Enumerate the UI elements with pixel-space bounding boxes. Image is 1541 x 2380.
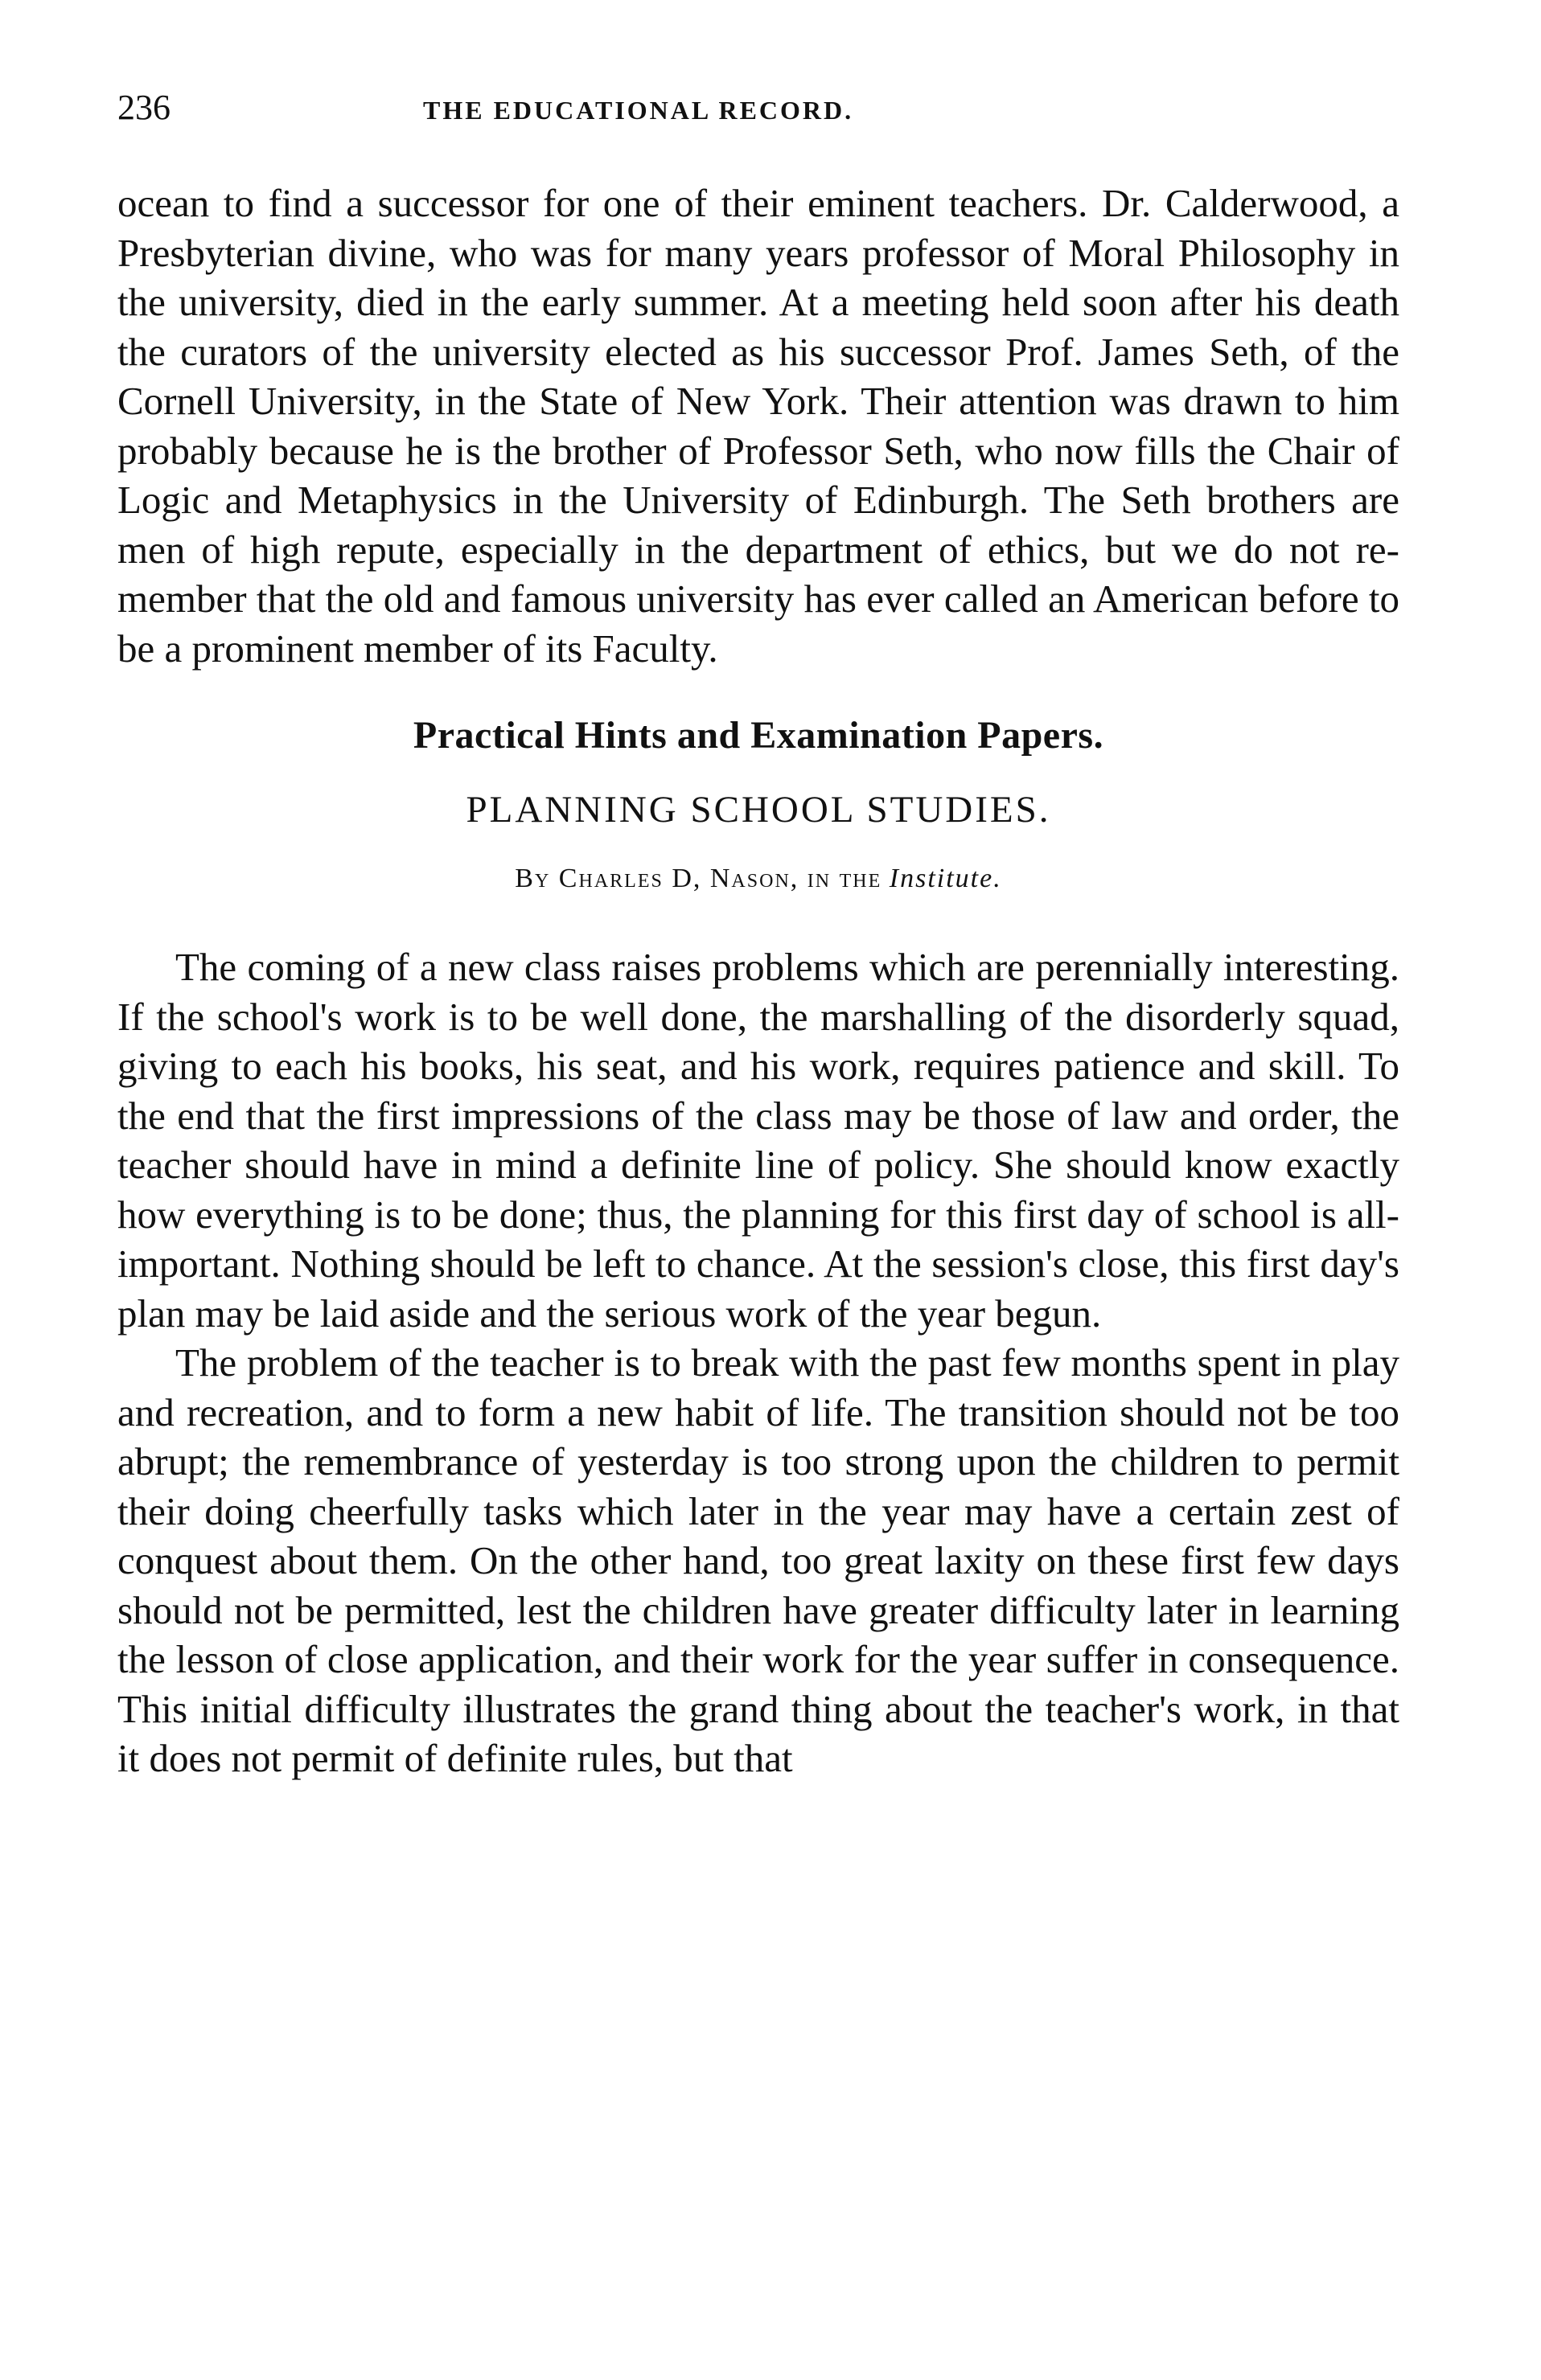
body-paragraph: The coming of a new class raises problems which are perennially interesting. If the school's work is to be well done, the marshalling of the disorderly squad, giving to each his books, his seat, and his work, requires patience and skill. To the end that the first impressions of the class may be those of law and order, the teacher should have in mind a definite line of policy. She should know exactly how everything is to be done; thus, the planning for this first day of school is all-important. Nothing should be left to chance. At the session's close, this first day's plan may be laid aside and the serious work of the year begun. (117, 945, 1399, 1336)
article-title: PLANNING SCHOOL STUDIES. (466, 789, 1051, 831)
byline-author: By Charles D, Nason, in the (515, 864, 882, 893)
body-paragraph: The problem of the teacher is to break with the past few months spent in play and recreation, and to form a new habit of life. The transition should not be too abrupt; the remembrance of yesterday is too strong upon the children to permit their doing cheerfully tasks which later in the year may have a certain zest of conquest about them. On the other hand, too great laxity on these first few days should not be permitted, lest the children have greater difficulty later in learning the lesson of close application, and their work for the year suffer in consequence. This initial difficulty illustrates the grand thing about the teacher's work, in that it does not permit of definite rules, but that (117, 1340, 1399, 1780)
byline-source: Institute. (889, 864, 1002, 893)
section-heading: Practical Hints and Examination Papers. (413, 714, 1104, 757)
byline (117, 864, 1399, 894)
running-head (117, 87, 1399, 137)
journal-title: THE EDUCATIONAL RECORD. (423, 96, 854, 125)
intro-paragraph: ocean to find a successor for one of their eminent teachers. Dr. Calderwood, a Presbyterian divine, who was for many years professor of Moral Philosophy in the university, died in the early summer. At a meeting held soon after his death the curators of the university elected as his successor Prof. James Seth, of the Cornell University, in the State of New York. Their attention was drawn to him probably because he is the brother of Professor Seth, who now fills the Chair of Logic and Metaphysics in the University of Edinburgh. The Seth brothers are men of high repute, especially in the department of ethics, but we do not remember that the old and famous university has ever called an American before to be a prominent member of its Faculty. (117, 181, 1399, 671)
page-number: 236 (117, 88, 171, 127)
